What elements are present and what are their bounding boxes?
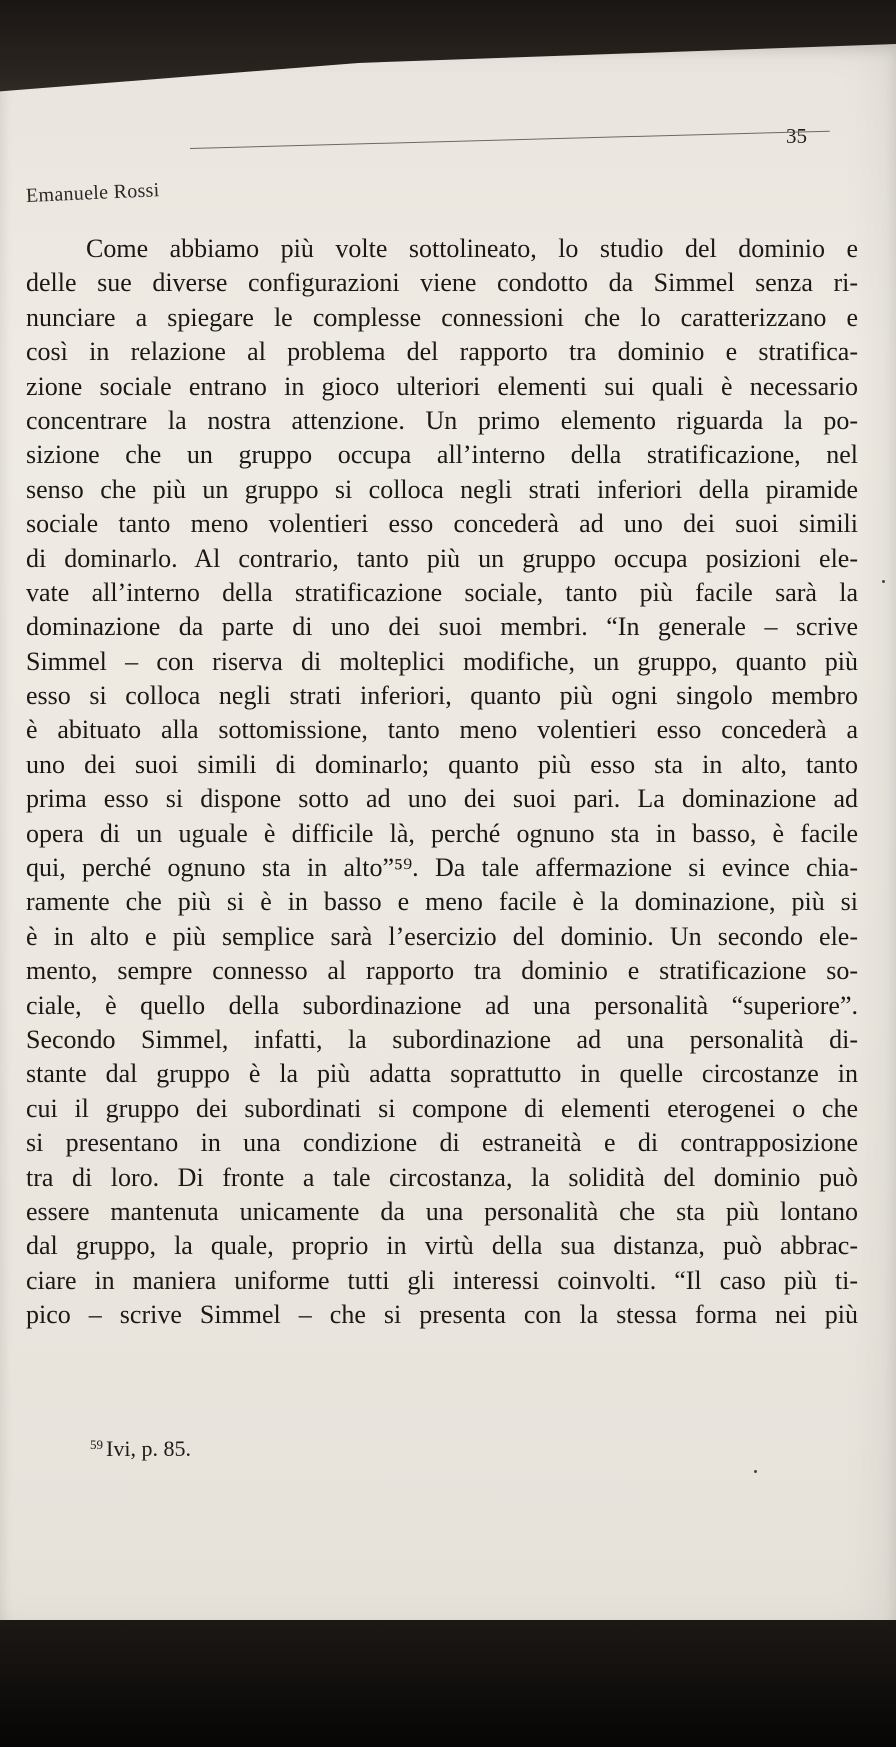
- text-line: è abituato alla sottomissione, tanto meno volentieri esso concederà a: [26, 715, 858, 745]
- text-line: sizione che un gruppo occupa all’interno della stratificazione, nel: [26, 440, 858, 470]
- text-line: nunciare a spiegare le complesse connessioni che lo caratterizzano e: [26, 302, 858, 332]
- text-line: ciale, è quello della subordinazione ad una personalità “superiore”.: [26, 990, 858, 1020]
- text-line: pico – scrive Simmel – che si presenta con la stessa forma nei più: [26, 1300, 858, 1330]
- text-line: zione sociale entrano in gioco ulteriori elementi sui quali è necessario: [26, 371, 858, 401]
- text-line: Come abbiamo più volte sottolineato, lo studio del dominio e: [86, 234, 858, 263]
- text-line: opera di un uguale è difficile là, perché ognuno sta in basso, è facile: [26, 818, 858, 848]
- text-line: si presentano in una condizione di estraneità e di contrapposizione: [26, 1128, 858, 1158]
- text-line: senso che più un gruppo si colloca negli strati inferiori della piramide: [26, 474, 858, 504]
- text-line: dominazione da parte di uno dei suoi membri. “In generale – scrive: [26, 612, 858, 642]
- footnote: [90, 1436, 191, 1462]
- background-bottom: [0, 1620, 896, 1747]
- text-line: essere mantenuta unicamente da una personalità che sta più lontano: [26, 1196, 858, 1226]
- body-text: [26, 232, 858, 1333]
- text-line: esso si colloca negli strati inferiori, quanto più ogni singolo membro: [26, 681, 858, 711]
- text-line: mento, sempre connesso al rapporto tra dominio e stratificazione so-: [26, 956, 858, 986]
- footnote-text: Ivi, p. 85.: [106, 1436, 191, 1461]
- paper-speck: [882, 580, 885, 583]
- text-line: cui il gruppo dei subordinati si compone di elementi eterogenei o che: [26, 1093, 858, 1123]
- text-line: dal gruppo, la quale, proprio in virtù della sua distanza, può abbrac-: [26, 1231, 858, 1261]
- text-line: qui, perché ognuno sta in alto”⁵⁹. Da tale affermazione si evince chia-: [26, 853, 858, 883]
- text-line: di dominarlo. Al contrario, tanto più un gruppo occupa posizioni ele-: [26, 543, 858, 573]
- text-line: Simmel – con riserva di molteplici modifiche, un gruppo, quanto più: [26, 646, 858, 676]
- text-line: Secondo Simmel, infatti, la subordinazione ad una personalità di-: [26, 1024, 858, 1054]
- text-line: prima esso si dispone sotto ad uno dei suoi pari. La dominazione ad: [26, 784, 858, 814]
- text-line: delle sue diverse configurazioni viene condotto da Simmel senza ri-: [26, 268, 858, 298]
- running-head: Emanuele Rossi: [25, 179, 160, 207]
- text-line: stante dal gruppo è la più adatta soprattutto in quelle circostanze in: [26, 1059, 858, 1089]
- text-line: è in alto e più semplice sarà l’esercizio del dominio. Un secondo ele-: [26, 921, 858, 951]
- text-line: uno dei suoi simili di dominarlo; quanto più esso sta in alto, tanto: [26, 749, 858, 779]
- text-line: ciare in maniera uniforme tutti gli interessi coinvolti. “Il caso più ti-: [26, 1265, 858, 1295]
- footnote-marker: 59: [90, 1437, 103, 1452]
- text-line: vate all’interno della stratificazione sociale, tanto più facile sarà la: [26, 577, 858, 607]
- text-line: tra di loro. Di fronte a tale circostanza, la solidità del dominio può: [26, 1162, 858, 1192]
- text-line: così in relazione al problema del rapporto tra dominio e stratifica-: [26, 337, 858, 367]
- text-line: concentrare la nostra attenzione. Un primo elemento riguarda la po-: [26, 405, 858, 435]
- text-line: sociale tanto meno volentieri esso concederà ad uno dei suoi simili: [26, 509, 858, 539]
- page-number: 35: [786, 124, 807, 148]
- paper-speck: [754, 1470, 757, 1473]
- text-line: ramente che più si è in basso e meno facile è la dominazione, più si: [26, 887, 858, 917]
